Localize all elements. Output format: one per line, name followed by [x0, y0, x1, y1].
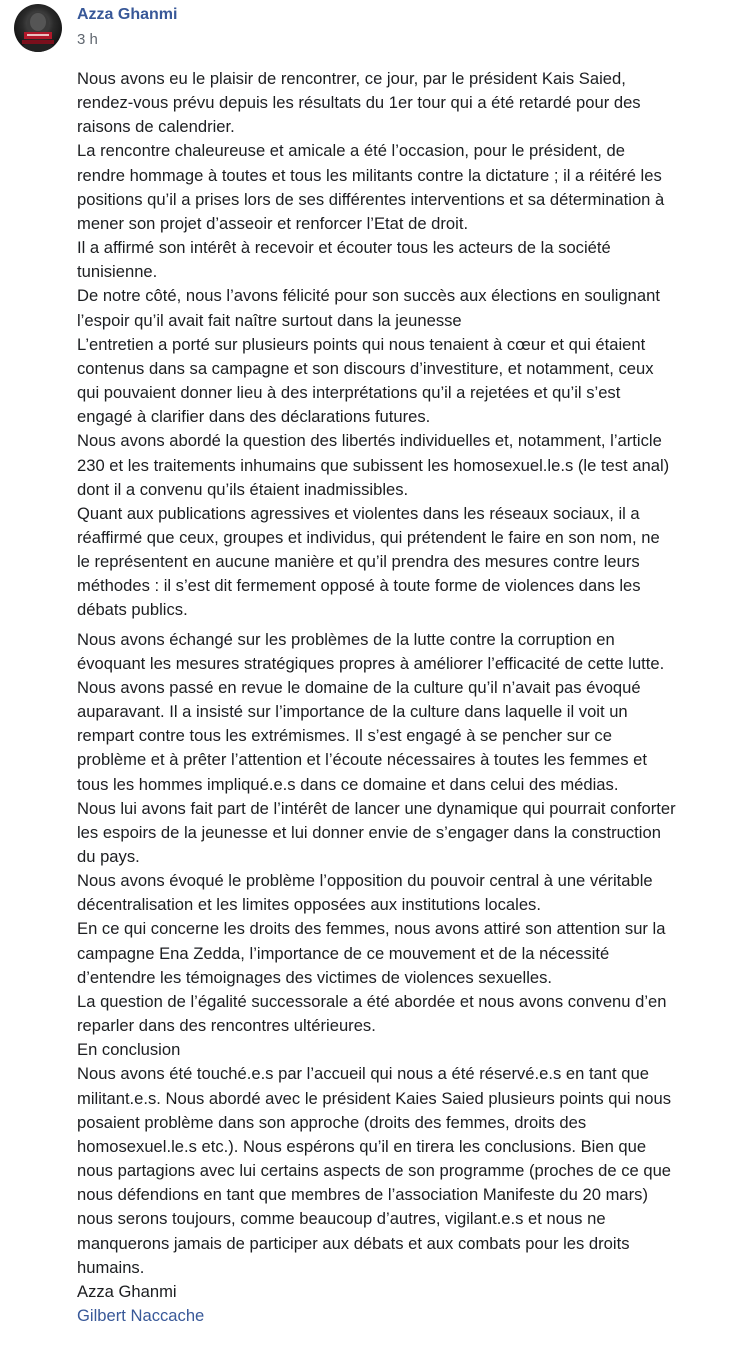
post-paragraph: Nous lui avons fait part de l’intérêt de lancer une dynamique qui pourrait conforter les espoirs de la jeunesse et lui donner envie de s’engager dans la construction du pays.	[77, 798, 676, 866]
mention-line	[77, 1304, 732, 1328]
post-paragraph: Nous avons échangé sur les problèmes de la lutte contre la corruption en évoquant les mesures stratégiques propres à améliorer l’efficacité de cette lutte.	[77, 629, 665, 673]
signature-name: Azza Ghanmi	[77, 1281, 177, 1301]
post-paragraph: La question de l’égalité successorale a été abordée et nous avons convenu d’en reparler dans des rencontres ultérieures.	[77, 991, 667, 1036]
post-paragraph: Quant aux publications agressives et violentes dans les réseaux sociaux, il a réaffirmé que ceux, groupes et individus, qui prétendent le faire en son nom, ne le représentent en aucune manière et qu’il prendra des mesures contre leurs méthodes : il s’est dit fermement opposé à toute forme de violences dans les débats publics.	[77, 503, 660, 620]
post-paragraph: Nous avons évoqué le problème l’opposition du pouvoir central à une véritable décentralisation et les limites opposées aux institutions locales.	[77, 871, 653, 915]
post-paragraph: Nous avons été touché.e.s par l’accueil qui nous a été réservé.e.s en tant que militant.e.s. Nous abordé avec le président Kaies Saied plusieurs points qui nous posaient problème dans son approche (droits des femmes, droits des homosexuel.le.s etc.). Nous espérons qu’il en tirera les conclusions. Bien que nous partagions avec lui certains aspects de son programme (proches de ce que nous défendions en tant que membres de l’association Manifeste du 20 mars) nous serons toujours, comme beaucoup d’autres, vigilant.e.s et nous ne manquerons jamais de participer aux débats et aux combats pour les droits humains.	[77, 1064, 672, 1277]
post-paragraph: Il a affirmé son intérêt à recevoir et écouter tous les acteurs de la société tunisienne.	[77, 238, 611, 282]
avatar-image	[14, 4, 62, 52]
post-header	[14, 2, 714, 54]
avatar[interactable]	[14, 4, 62, 52]
post-paragraph: Nous avons passé en revue le domaine de la culture qu’il n’avait pas évoqué auparavant. Il a insisté sur l’importance de la culture dans laquelle il voit un rempart contre tous les extrémismes. Il s’est engagé à se pencher sur ce problème et à prêter l’attention et l’écoute nécessaires à toutes les femmes et tous les hommes impliqué.e.s dans ce domaine et dans celui des médias.	[77, 677, 648, 794]
post-paragraph: Nous avons eu le plaisir de rencontrer, ce jour, par le président Kais Saied, rendez-vous prévu depuis les résultats du 1er tour qui a été retardé pour des raisons de calendrier.	[77, 69, 641, 137]
post-paragraph: L’entretien a porté sur plusieurs points qui nous tenaient à cœur et qui étaient contenus dans sa campagne et son discours d’investiture, et notamment, ceux qui pouvaient donner lieu à des interprétations qu’il a rejetées et qu’il s’est engagé à clarifier dans des déclarations futures.	[77, 334, 654, 427]
post-paragraph: De notre côté, nous l’avons félicité pour son succès aux élections en soulignant l’espoir qu’il avait fait naître surtout dans la jeunesse	[77, 286, 660, 330]
post-timestamp[interactable]: 3 h	[77, 31, 98, 48]
author-name[interactable]: Azza Ghanmi	[77, 6, 178, 23]
mention-link[interactable]: Gilbert Naccache	[77, 1305, 205, 1325]
post-paragraph: Nous avons abordé la question des libertés individuelles et, notamment, l’article 230 et les traitements inhumains que subissent les homosexuel.le.s (le test anal) dont il a convenu qu’ils étaient inadmissibles.	[77, 431, 670, 499]
post-paragraph: La rencontre chaleureuse et amicale a été l’occasion, pour le président, de rendre hommage à toutes et tous les militants contre la dictature ; il a réitéré les positions qu’il a prises lors de ses différentes interventions et sa détermination à mener son projet d’asseoir et renforcer l’Etat de droit.	[77, 141, 665, 233]
post-paragraph: En ce qui concerne les droits des femmes, nous avons attiré son attention sur la campagne Ena Zedda, l’importance de ce mouvement et de la nécessité d’entendre les témoignages des victimes de violences sexuelles.	[77, 919, 666, 987]
post-body	[77, 67, 732, 1328]
post-paragraph: En conclusion	[77, 1040, 181, 1060]
